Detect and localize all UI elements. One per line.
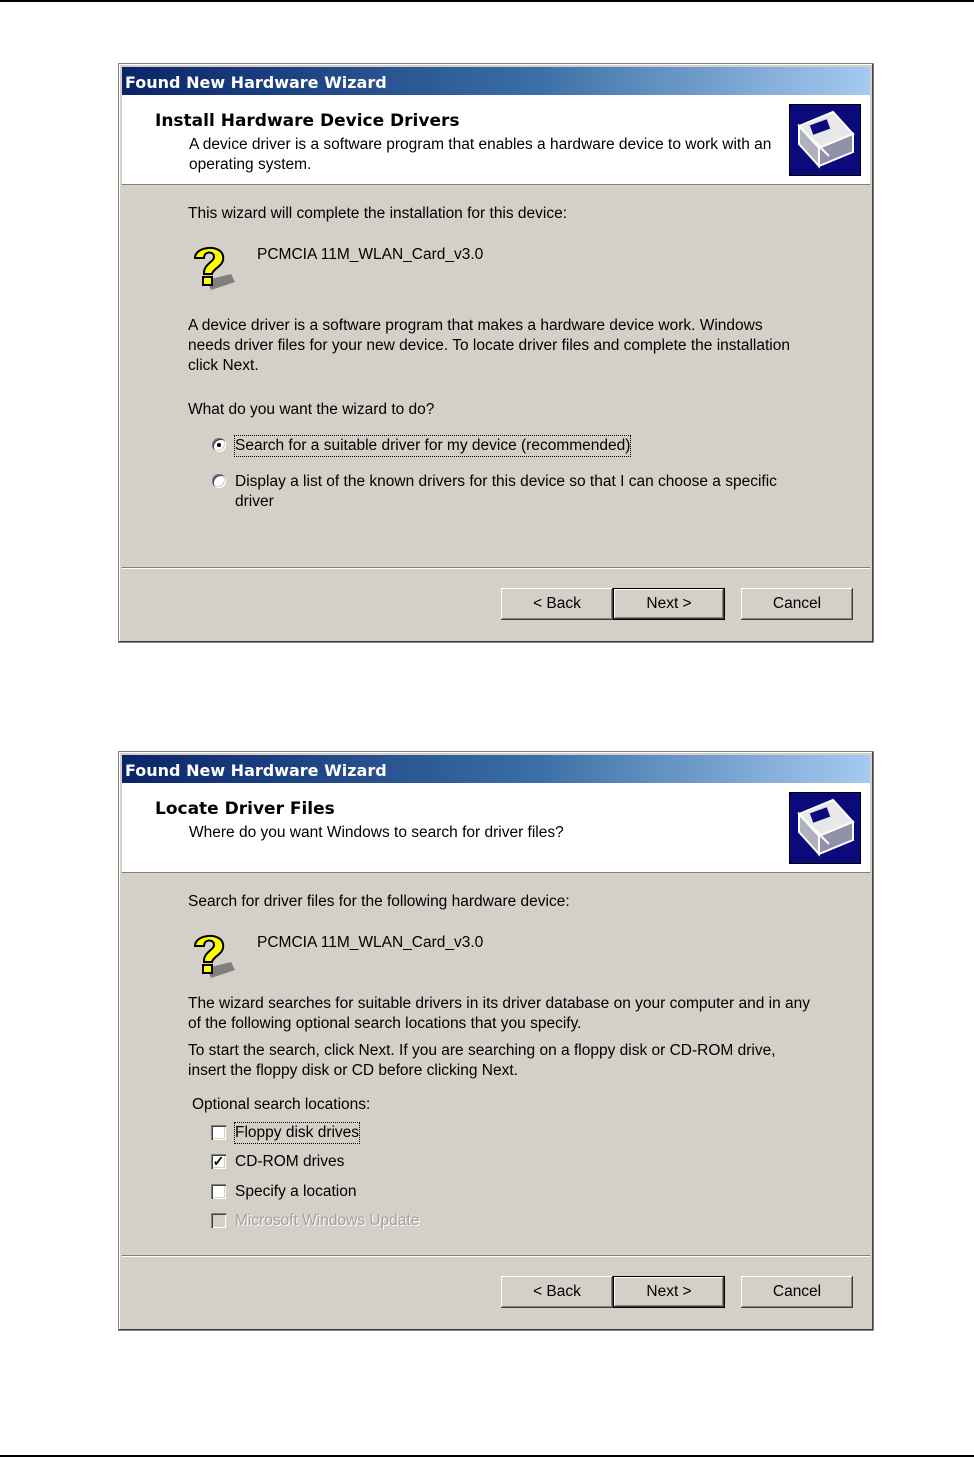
intro-text: Search for driver files for the following hardware device:	[188, 893, 570, 910]
hardware-wizard-icon	[789, 792, 861, 864]
next-button[interactable]: Next >	[613, 588, 725, 620]
header-subtitle: A device driver is a software program that enables a hardware device to work with an operating system.	[189, 136, 772, 173]
checkbox-specify-location[interactable]	[211, 1182, 357, 1202]
header-title: Locate Driver Files	[155, 799, 335, 819]
window-title: Found New Hardware Wizard	[125, 761, 387, 780]
title-bar[interactable]	[122, 67, 870, 95]
radio-label[interactable]: Search for a suitable driver for my device (recommended)	[235, 437, 631, 454]
checkbox-label[interactable]: Specify a location	[235, 1183, 357, 1200]
checkbox-label[interactable]: Floppy disk drives	[235, 1124, 360, 1141]
intro-text: This wizard will complete the installation for this device:	[188, 205, 568, 222]
radio-search-driver[interactable]	[212, 436, 630, 456]
page-bottom-rule	[0, 1455, 974, 1457]
radio-label[interactable]: Display a list of the known drivers for this device so that I can choose a specific driver	[235, 473, 777, 510]
hardware-wizard-icon	[789, 104, 861, 176]
wizard-header	[122, 95, 870, 185]
checkbox-label: Microsoft Windows Update	[235, 1212, 420, 1229]
button-separator	[122, 1255, 870, 1257]
unknown-device-icon	[185, 928, 237, 980]
checkbox[interactable]	[211, 1125, 226, 1140]
radio-button[interactable]	[212, 474, 226, 488]
window-title: Found New Hardware Wizard	[125, 73, 387, 92]
checkbox[interactable]: ✓	[212, 1153, 225, 1169]
next-button[interactable]: Next >	[613, 1276, 725, 1308]
button-separator	[122, 567, 870, 569]
title-bar[interactable]	[122, 755, 870, 783]
checkbox-label[interactable]: CD-ROM drives	[235, 1153, 345, 1170]
driver-description: A device driver is a software program that makes a hardware device work. Windows needs driver files for your new device. To locate driver files and complete the installation click Next.	[188, 317, 790, 374]
cancel-button[interactable]: Cancel	[741, 1276, 853, 1308]
optional-locations-label: Optional search locations:	[192, 1096, 371, 1113]
back-button[interactable]: < Back	[501, 1276, 613, 1308]
checkbox-windows-update	[211, 1211, 419, 1231]
unknown-device-icon	[185, 240, 237, 292]
checkbox-floppy[interactable]	[211, 1123, 359, 1143]
install-drivers-dialog	[118, 63, 874, 643]
device-name: PCMCIA 11M_WLAN_Card_v3.0	[257, 246, 484, 263]
checkbox[interactable]	[211, 1184, 226, 1199]
radio-display-list[interactable]	[212, 472, 812, 512]
page-top-rule	[0, 0, 974, 2]
checkbox	[211, 1213, 226, 1228]
back-button[interactable]: < Back	[501, 588, 613, 620]
cancel-button[interactable]: Cancel	[741, 588, 853, 620]
wizard-question: What do you want the wizard to do?	[188, 401, 435, 418]
device-name: PCMCIA 11M_WLAN_Card_v3.0	[257, 934, 484, 951]
radio-button[interactable]	[212, 438, 226, 452]
checkbox-cdrom[interactable]	[211, 1152, 344, 1172]
locate-driver-files-dialog	[118, 751, 874, 1331]
header-title: Install Hardware Device Drivers	[155, 111, 460, 131]
header-subtitle: Where do you want Windows to search for driver files?	[189, 824, 564, 841]
search-description: The wizard searches for suitable drivers in its driver database on your computer and in any of the following optional search locations that you specify.	[188, 995, 811, 1032]
wizard-header	[122, 783, 870, 873]
start-search-description: To start the search, click Next. If you are searching on a floppy disk or CD-ROM drive, insert the floppy disk or CD before clicking Next.	[188, 1042, 776, 1079]
